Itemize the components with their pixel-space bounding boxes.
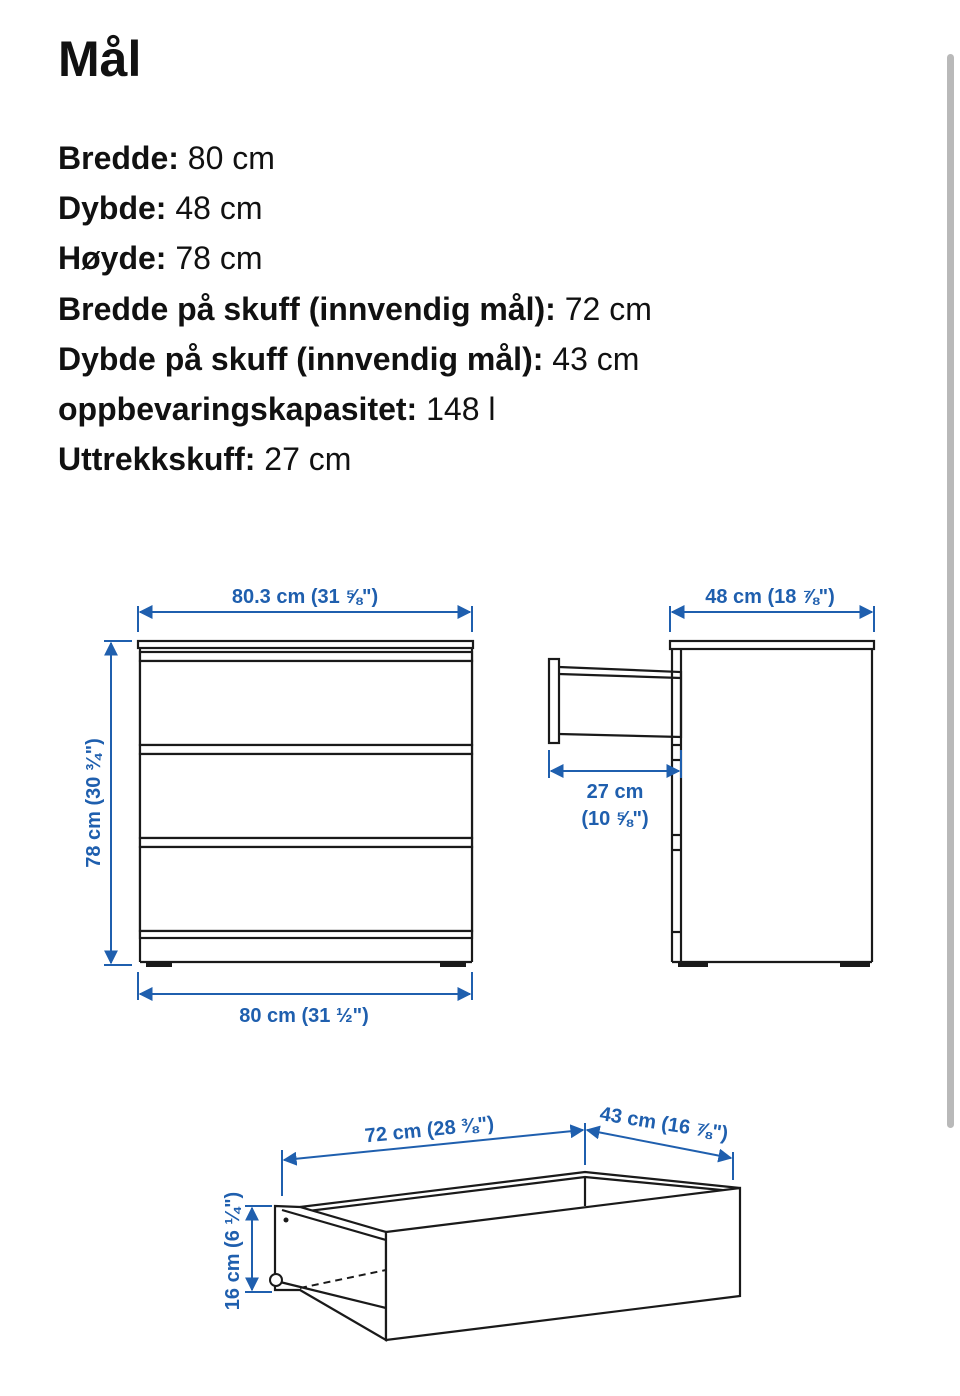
spec-colon: : [406, 391, 427, 428]
spec-colon: : [155, 190, 176, 227]
dim-extension-cm: 27 cm [586, 781, 644, 803]
spec-label: Dybde [58, 190, 156, 227]
spec-value: 27 cm [264, 441, 352, 478]
drawer-top-rail [140, 652, 472, 661]
dim-top-width: 80.3 cm (31 ⅝") [231, 586, 379, 608]
spec-value: 148 l [426, 391, 496, 428]
side-view [549, 586, 874, 967]
drawer-front-3 [140, 847, 472, 931]
spec-label: Høyde [58, 240, 156, 277]
drawer-front-1 [140, 661, 472, 745]
page-title: Mål [58, 31, 142, 87]
drawer-front-2 [140, 754, 472, 838]
spec-colon: : [532, 340, 553, 377]
drawer-front-panel [386, 1188, 740, 1340]
spec-value: 72 cm [564, 290, 652, 327]
spec-value: 48 cm [175, 190, 263, 227]
dim-drawer-depth: 43 cm (16 ⅞") [598, 1103, 730, 1146]
front-view [83, 586, 473, 1027]
dim-bottom-width: 80 cm (31 ½") [239, 1005, 369, 1027]
spec-label: Bredde [58, 140, 169, 176]
spec-label: Uttrekkskuff [58, 441, 245, 478]
spec-value: 43 cm [552, 340, 640, 377]
spec-colon: : [168, 140, 188, 176]
dim-extension-in: (10 ⅝") [581, 808, 649, 830]
spec-colon: : [244, 441, 265, 478]
spec-colon: : [155, 240, 176, 277]
dim-drawer-height: 16 cm (6 ¼") [222, 1191, 244, 1311]
spec-label: Bredde på skuff (innvendig mål) [58, 290, 546, 327]
spec-label: oppbevaringskapasitet [58, 391, 407, 428]
spec-colon: : [545, 290, 565, 327]
spec-label: Dybde på skuff (innvendig mål) [58, 340, 533, 377]
dim-height: 78 cm (30 ¾") [83, 738, 105, 868]
dim-side-depth: 48 cm (18 ⅞") [705, 586, 835, 608]
spec-value: 80 cm [187, 140, 275, 176]
open-drawer-front [549, 659, 559, 743]
dim-drawer-width: 72 cm (28 ⅜") [363, 1112, 495, 1148]
spec-value: 78 cm [175, 240, 263, 277]
drawer-view [222, 1103, 740, 1340]
